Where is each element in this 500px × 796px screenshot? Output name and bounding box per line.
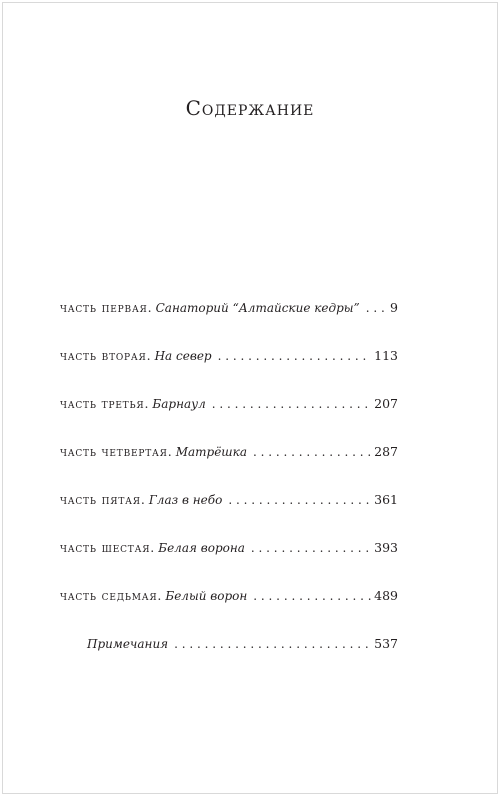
- page-number: 393: [374, 540, 398, 555]
- chapter-title: Матрёшка: [175, 445, 247, 459]
- chapter-title: Белая ворона: [158, 541, 245, 555]
- toc-entry-part-6[interactable]: [60, 540, 398, 562]
- part-label: часть седьмая: [60, 589, 158, 604]
- page-number: 207: [374, 396, 398, 411]
- dot-leader: [228, 493, 371, 507]
- dot-leader: [218, 349, 372, 363]
- part-separator: .: [150, 540, 155, 555]
- toc-entry-notes[interactable]: [60, 636, 398, 658]
- part-separator: .: [140, 492, 145, 507]
- page-number: 361: [374, 492, 398, 507]
- part-separator: .: [146, 348, 151, 363]
- part-separator: .: [157, 588, 162, 603]
- page-number: 537: [374, 636, 398, 651]
- part-separator: .: [147, 300, 152, 315]
- dot-leader: [251, 541, 371, 555]
- part-separator: .: [144, 396, 149, 411]
- dot-leader: [253, 589, 371, 603]
- part-label: часть четвертая: [60, 445, 168, 460]
- part-label: часть вторая: [60, 349, 147, 364]
- chapter-title: На север: [154, 349, 212, 363]
- part-separator: .: [167, 444, 172, 459]
- part-label: часть третья: [60, 397, 145, 412]
- chapter-title: Барнаул: [152, 397, 206, 411]
- chapter-title: Белый ворон: [165, 589, 248, 603]
- page-number: 9: [390, 300, 398, 315]
- toc-entry-part-2[interactable]: [60, 348, 398, 370]
- table-of-contents: [60, 300, 398, 684]
- dot-leader: [366, 301, 387, 315]
- page-number: 489: [374, 588, 398, 603]
- part-label: часть пятая: [60, 493, 141, 508]
- page-number: 287: [374, 444, 398, 459]
- page-number: 113: [374, 348, 398, 363]
- notes-label: Примечания: [87, 637, 169, 651]
- toc-entry-part-1[interactable]: [60, 300, 398, 322]
- part-label: часть шестая: [60, 541, 151, 556]
- dot-leader: [174, 637, 371, 651]
- part-label: часть первая: [60, 301, 148, 316]
- chapter-title: Глаз в небо: [148, 493, 223, 507]
- toc-entry-part-3[interactable]: [60, 396, 398, 418]
- dot-leader: [253, 445, 371, 459]
- dot-leader: [212, 397, 371, 411]
- toc-entry-part-7[interactable]: [60, 588, 398, 610]
- toc-entry-part-4[interactable]: [60, 444, 398, 466]
- page-title: Содержание: [185, 96, 315, 120]
- toc-entry-part-5[interactable]: [60, 492, 398, 514]
- chapter-title: Санаторий “Алтайские кедры”: [155, 301, 360, 315]
